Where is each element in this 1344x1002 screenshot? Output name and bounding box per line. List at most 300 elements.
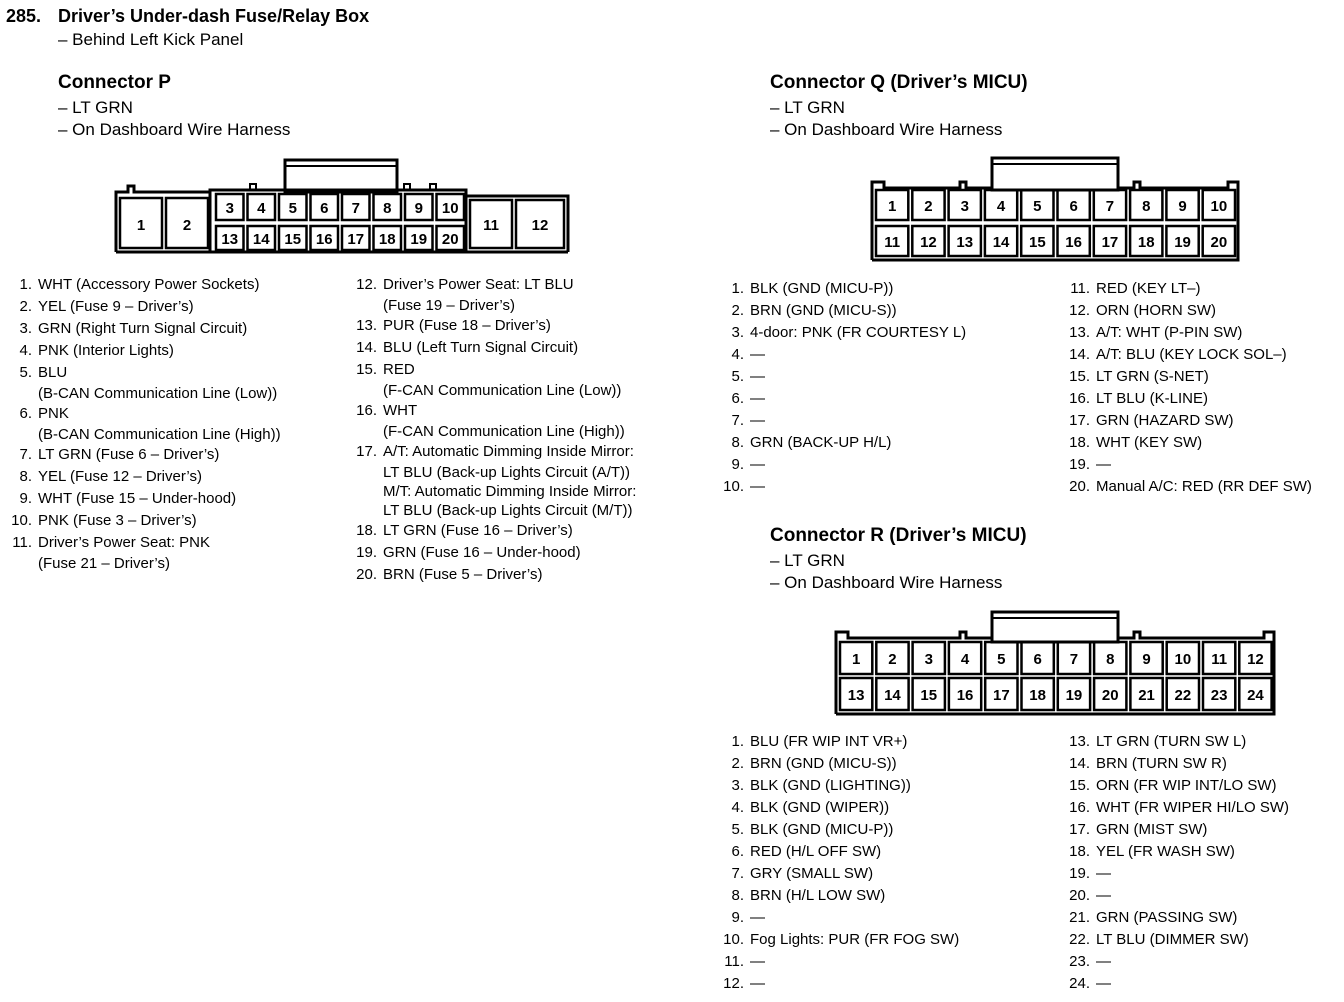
pin-label: 2: [888, 651, 897, 668]
list-item: [716, 929, 1056, 951]
list-item: [716, 300, 1056, 322]
pin-number: [6, 554, 38, 573]
list-item: [716, 731, 1056, 753]
pin-number: 9.: [19, 490, 32, 507]
pin-description: Driver’s Power Seat: LT BLU: [383, 276, 574, 293]
list-item: [350, 463, 680, 482]
pin-label: 3: [225, 200, 234, 217]
list-item: [1060, 885, 1340, 907]
pin-label: 17: [347, 231, 365, 248]
pin-number: [6, 425, 38, 444]
pin-label: 6: [1069, 198, 1078, 215]
pin-description: WHT (FR WIPER HI/LO SW): [1096, 799, 1290, 816]
pin-label: 17: [1101, 234, 1119, 251]
pin-description: —: [1096, 953, 1111, 970]
pin-number: 1.: [731, 280, 744, 297]
pin-description: WHT (KEY SW): [1096, 434, 1203, 451]
pin-description: YEL (Fuse 12 – Driver’s): [38, 468, 202, 485]
pin-description: —: [1096, 865, 1111, 882]
list-item: [1060, 973, 1340, 995]
pin-number: 16.: [1069, 390, 1090, 407]
list-item: [716, 454, 1056, 476]
pin-label: 13: [221, 231, 239, 248]
pin-number: 24.: [1069, 975, 1090, 992]
pin-number: 14.: [1069, 346, 1090, 363]
pin-label: 1: [851, 651, 861, 668]
pin-label: 16: [315, 231, 333, 248]
pin-number: 22.: [1069, 931, 1090, 948]
pin-number: 13.: [1069, 733, 1090, 750]
pin-label: 21: [1138, 687, 1155, 704]
pin-label: 19: [410, 231, 428, 248]
pin-description: Fog Lights: PUR (FR FOG SW): [750, 931, 960, 948]
pin-label: 20: [441, 231, 459, 248]
pin-description: LT BLU (DIMMER SW): [1096, 931, 1249, 948]
pin-number: 16.: [356, 402, 377, 419]
list-item: [6, 488, 346, 510]
list-item: [350, 564, 680, 586]
pin-description: GRN (Right Turn Signal Circuit): [38, 320, 248, 337]
pin-number: 19.: [1069, 865, 1090, 882]
list-item: [6, 510, 346, 532]
pin-description: ORN (HORN SW): [1096, 302, 1216, 319]
pin-number: [350, 381, 383, 400]
pin-label: 7: [1069, 651, 1079, 668]
list-item: [716, 753, 1056, 775]
pin-description: RED (H/L OFF SW): [750, 843, 882, 860]
pin-number: 14.: [356, 339, 377, 356]
pin-number: 2.: [731, 302, 744, 319]
pin-description: —: [750, 346, 765, 363]
list-item: [350, 441, 680, 463]
pin-description: (Fuse 21 – Driver’s): [38, 555, 170, 572]
pin-number: 8.: [731, 887, 744, 904]
pin-description: GRN (Fuse 16 – Under-hood): [383, 544, 581, 561]
list-item: [1060, 322, 1340, 344]
pin-label: 5: [1033, 198, 1042, 215]
pin-number: 15.: [1069, 777, 1090, 794]
connector-q-harness: – On Dashboard Wire Harness: [770, 120, 1003, 139]
list-item: [1060, 797, 1340, 819]
list-item: [350, 337, 680, 359]
list-item: [716, 907, 1056, 929]
pin-label: 5: [997, 651, 1006, 668]
pin-label: 7: [351, 200, 360, 217]
pin-description: —: [750, 975, 765, 992]
pin-label: 22: [1174, 687, 1192, 704]
pin-label: 4: [257, 200, 266, 217]
pin-label: 10: [441, 200, 459, 217]
list-item: [716, 797, 1056, 819]
pin-description: A/T: BLU (KEY LOCK SOL–): [1096, 346, 1287, 363]
list-item: [1060, 841, 1340, 863]
list-item: [716, 322, 1056, 344]
list-item: [716, 432, 1056, 454]
list-item: [350, 315, 680, 337]
pin-label: 2: [924, 198, 933, 215]
pin-label: 24: [1247, 687, 1264, 704]
pin-number: 4.: [731, 799, 744, 816]
pin-description: —: [750, 390, 765, 407]
pin-description: PNK: [38, 405, 69, 422]
pin-number: [350, 482, 383, 501]
pin-description: GRN (BACK-UP H/L): [750, 434, 892, 451]
connector-p-list-2: [350, 274, 680, 586]
pin-number: 20.: [1069, 887, 1090, 904]
list-item: [1060, 388, 1340, 410]
pin-label: 19: [1174, 234, 1191, 251]
pin-label: 1: [136, 217, 146, 234]
list-item: [716, 476, 1056, 498]
pin-number: 10.: [723, 478, 744, 495]
list-item: [716, 841, 1056, 863]
pin-number: 12.: [1069, 302, 1090, 319]
pin-label: 11: [483, 217, 499, 234]
list-item: [716, 951, 1056, 973]
pin-label: 18: [1029, 687, 1046, 704]
connector-p-title: Connector P: [58, 72, 171, 93]
connector-r-diagram: [830, 606, 1280, 718]
pin-description: (B-CAN Communication Line (High)): [38, 426, 281, 443]
pin-number: 15.: [356, 361, 377, 378]
pin-label: 8: [1142, 198, 1151, 215]
pin-label: 4: [996, 198, 1006, 215]
pin-label: 6: [320, 200, 329, 217]
pin-label: 3: [924, 651, 933, 668]
pin-label: 14: [992, 234, 1010, 251]
pin-number: [350, 463, 383, 482]
list-item: [350, 542, 680, 564]
pin-number: 6.: [19, 405, 32, 422]
pin-label: 11: [1211, 651, 1228, 668]
pin-description: PNK (Interior Lights): [38, 342, 174, 359]
pin-description: A/T: WHT (P-PIN SW): [1096, 324, 1243, 341]
list-item: [6, 425, 346, 444]
pin-label: 12: [531, 217, 549, 234]
connector-r-title: Connector R (Driver’s MICU): [770, 525, 1027, 546]
pin-description: GRY (SMALL SW): [750, 865, 874, 882]
page-subtitle: – Behind Left Kick Panel: [58, 30, 244, 49]
pin-number: 11.: [724, 953, 744, 970]
pin-description: —: [1096, 456, 1111, 473]
pin-label: 18: [1137, 234, 1155, 251]
pin-description: BRN (TURN SW R): [1096, 755, 1227, 772]
pin-number: 5.: [19, 364, 32, 381]
pin-description: LT GRN (Fuse 6 – Driver’s): [38, 446, 220, 463]
pin-description: (F-CAN Communication Line (Low)): [383, 382, 622, 399]
pin-description: —: [750, 456, 765, 473]
list-item: [6, 318, 346, 340]
connector-q-title: Connector Q (Driver’s MICU): [770, 72, 1028, 93]
pin-description: —: [1096, 975, 1111, 992]
pin-label: 1: [887, 198, 897, 215]
list-item: [1060, 951, 1340, 973]
pin-label: 18: [378, 231, 396, 248]
pin-label: 2: [182, 217, 192, 234]
pin-number: [350, 501, 383, 520]
pin-description: LT BLU (K-LINE): [1096, 390, 1208, 407]
pin-description: —: [750, 953, 765, 970]
pin-number: 21.: [1069, 909, 1090, 926]
pin-description: BRN (Fuse 5 – Driver’s): [383, 566, 543, 583]
list-item: [1060, 819, 1340, 841]
list-item: [1060, 907, 1340, 929]
pin-number: 7.: [19, 446, 32, 463]
pin-number: [6, 384, 38, 403]
pin-description: (B-CAN Communication Line (Low)): [38, 385, 278, 402]
connector-p-diagram: [110, 152, 574, 256]
connector-r-list-1: [716, 731, 1056, 995]
list-item: [6, 554, 346, 573]
pin-description: (Fuse 19 – Driver’s): [383, 297, 515, 314]
pin-description: A/T: Automatic Dimming Inside Mirror:: [383, 443, 634, 460]
pin-description: 4-door: PNK (FR COURTESY L): [750, 324, 967, 341]
pin-description: BLK (GND (WIPER)): [750, 799, 890, 816]
page-title: Driver’s Under-dash Fuse/Relay Box: [58, 6, 370, 26]
pin-number: 1.: [19, 276, 32, 293]
list-item: [716, 388, 1056, 410]
pin-number: 19.: [356, 544, 377, 561]
pin-number: 11.: [12, 534, 32, 551]
pin-label: 14: [252, 231, 270, 248]
list-item: [350, 482, 680, 501]
list-item: [350, 359, 680, 381]
pin-description: PUR (Fuse 18 – Driver’s): [383, 317, 551, 334]
list-item: [1060, 476, 1340, 498]
pin-description: —: [750, 478, 765, 495]
pin-description: ORN (FR WIP INT/LO SW): [1096, 777, 1277, 794]
pin-number: 9.: [731, 909, 744, 926]
pin-description: BRN (H/L LOW SW): [750, 887, 886, 904]
list-item: [350, 501, 680, 520]
pin-label: 12: [1247, 651, 1264, 668]
pin-label: 3: [960, 198, 969, 215]
pin-number: [350, 422, 383, 441]
connector-q-list-2: [1060, 278, 1340, 498]
pin-description: WHT (Accessory Power Sockets): [38, 276, 260, 293]
pin-description: —: [750, 368, 765, 385]
pin-number: 3.: [731, 777, 744, 794]
pin-description: —: [750, 909, 765, 926]
connector-p-harness: – On Dashboard Wire Harness: [58, 120, 291, 139]
pin-number: 13.: [1069, 324, 1090, 341]
pin-description: GRN (MIST SW): [1096, 821, 1208, 838]
pin-number: 4.: [731, 346, 744, 363]
pin-number: 6.: [731, 843, 744, 860]
pin-label: 17: [993, 687, 1010, 704]
pin-label: 15: [284, 231, 302, 248]
pin-label: 16: [956, 687, 974, 704]
pin-description: (F-CAN Communication Line (High)): [383, 423, 625, 440]
pin-number: 4.: [19, 342, 32, 359]
list-item: [350, 400, 680, 422]
pin-description: BRN (GND (MICU-S)): [750, 755, 897, 772]
pin-number: 5.: [731, 368, 744, 385]
list-item: [1060, 454, 1340, 476]
list-item: [716, 863, 1056, 885]
list-item: [1060, 344, 1340, 366]
pin-number: 10.: [723, 931, 744, 948]
pin-number: [350, 296, 383, 315]
pin-description: Manual A/C: RED (RR DEF SW): [1096, 478, 1312, 495]
pin-number: 9.: [731, 456, 744, 473]
pin-description: —: [1096, 887, 1111, 904]
pin-label: 20: [1210, 234, 1228, 251]
pin-label: 11: [884, 234, 901, 251]
pin-number: 11.: [1070, 280, 1090, 297]
pin-description: LT GRN (Fuse 16 – Driver’s): [383, 522, 573, 539]
pin-number: 20.: [356, 566, 377, 583]
pin-number: 13.: [356, 317, 377, 334]
pin-label: 6: [1033, 651, 1042, 668]
pin-number: 17.: [356, 443, 377, 460]
pin-label: 14: [884, 687, 901, 704]
connector-q-color: – LT GRN: [770, 98, 845, 117]
pin-number: 18.: [356, 522, 377, 539]
pin-label: 15: [920, 687, 938, 704]
pin-description: BLK (GND (LIGHTING)): [750, 777, 911, 794]
list-item: [350, 296, 680, 315]
pin-number: 8.: [19, 468, 32, 485]
pin-description: YEL (Fuse 9 – Driver’s): [38, 298, 194, 315]
connector-r-harness: – On Dashboard Wire Harness: [770, 573, 1003, 592]
pin-description: RED: [383, 361, 415, 378]
list-item: [1060, 753, 1340, 775]
list-item: [1060, 432, 1340, 454]
pin-number: 8.: [731, 434, 744, 451]
pin-label: 13: [956, 234, 974, 251]
pin-label: 9: [1178, 198, 1187, 215]
pin-label: 9: [414, 200, 423, 217]
list-item: [350, 274, 680, 296]
pin-number: 1.: [731, 733, 744, 750]
list-item: [6, 466, 346, 488]
list-item: [1060, 366, 1340, 388]
pin-label: 7: [1105, 198, 1115, 215]
pin-description: BLU (Left Turn Signal Circuit): [383, 339, 579, 356]
list-item: [6, 296, 346, 318]
connector-q-diagram: [866, 152, 1246, 264]
pin-label: 8: [1106, 651, 1115, 668]
list-item: [1060, 410, 1340, 432]
pin-label: 4: [960, 651, 970, 668]
pin-number: 6.: [731, 390, 744, 407]
pin-label: 19: [1065, 687, 1083, 704]
pin-number: 17.: [1069, 821, 1090, 838]
connector-q-list-1: [716, 278, 1056, 498]
pin-number: 19.: [1069, 456, 1090, 473]
pin-number: 23.: [1069, 953, 1090, 970]
pin-description: PNK (Fuse 3 – Driver’s): [38, 512, 197, 529]
pin-description: M/T: Automatic Dimming Inside Mirror:: [383, 483, 637, 500]
pin-description: Driver’s Power Seat: PNK: [38, 534, 211, 551]
pin-number: 15.: [1069, 368, 1090, 385]
list-item: [6, 532, 346, 554]
pin-description: BLU (FR WIP INT VR+): [750, 733, 908, 750]
list-item: [1060, 929, 1340, 951]
pin-description: LT BLU (Back-up Lights Circuit (M/T)): [383, 502, 633, 519]
pin-description: GRN (HAZARD SW): [1096, 412, 1234, 429]
list-item: [6, 274, 346, 296]
list-item: [716, 819, 1056, 841]
pin-number: 16.: [1069, 799, 1090, 816]
pin-label: 16: [1065, 234, 1082, 251]
pin-label: 5: [288, 200, 297, 217]
list-item: [6, 384, 346, 403]
pin-description: LT BLU (Back-up Lights Circuit (A/T)): [383, 464, 631, 481]
pin-number: 18.: [1069, 843, 1090, 860]
pin-number: 20.: [1069, 478, 1090, 495]
pin-number: 2.: [19, 298, 32, 315]
list-item: [1060, 775, 1340, 797]
pin-label: 10: [1210, 198, 1228, 215]
pin-number: 3.: [731, 324, 744, 341]
pin-number: 10.: [11, 512, 32, 529]
list-item: [6, 362, 346, 384]
pin-label: 10: [1174, 651, 1192, 668]
connector-r-list-2: [1060, 731, 1340, 995]
pin-label: 13: [847, 687, 865, 704]
list-item: [716, 366, 1056, 388]
pin-number: 14.: [1069, 755, 1090, 772]
connector-p-list-1: [6, 274, 346, 573]
list-item: [716, 775, 1056, 797]
pin-description: RED (KEY LT–): [1096, 280, 1201, 297]
pin-number: 3.: [19, 320, 32, 337]
pin-number: 7.: [731, 865, 744, 882]
pin-number: 18.: [1069, 434, 1090, 451]
pin-description: —: [750, 412, 765, 429]
pin-label: 9: [1142, 651, 1151, 668]
pin-description: YEL (FR WASH SW): [1096, 843, 1235, 860]
pin-description: LT GRN (S-NET): [1096, 368, 1209, 385]
pin-label: 12: [920, 234, 937, 251]
list-item: [6, 340, 346, 362]
pin-number: 7.: [731, 412, 744, 429]
connector-r-color: – LT GRN: [770, 551, 845, 570]
pin-description: BRN (GND (MICU-S)): [750, 302, 897, 319]
pin-description: BLK (GND (MICU-P)): [750, 821, 894, 838]
list-item: [716, 973, 1056, 995]
list-item: [1060, 278, 1340, 300]
pin-label: 20: [1101, 687, 1119, 704]
list-item: [350, 381, 680, 400]
pin-number: 2.: [731, 755, 744, 772]
pin-description: GRN (PASSING SW): [1096, 909, 1238, 926]
list-item: [350, 520, 680, 542]
pin-label: 15: [1029, 234, 1046, 251]
page-number: 285.: [6, 6, 42, 26]
pin-label: 23: [1210, 687, 1228, 704]
pin-description: BLU: [38, 364, 68, 381]
list-item: [716, 344, 1056, 366]
list-item: [6, 403, 346, 425]
list-item: [1060, 731, 1340, 753]
list-item: [350, 422, 680, 441]
pin-description: LT GRN (TURN SW L): [1096, 733, 1247, 750]
list-item: [716, 885, 1056, 907]
list-item: [6, 444, 346, 466]
pin-label: 8: [383, 200, 392, 217]
pin-number: 17.: [1069, 412, 1090, 429]
pin-description: WHT (Fuse 15 – Under-hood): [38, 490, 237, 507]
list-item: [716, 278, 1056, 300]
connector-p-color: – LT GRN: [58, 98, 133, 117]
pin-number: 12.: [356, 276, 377, 293]
pin-number: 12.: [723, 975, 744, 992]
pin-description: WHT: [383, 402, 418, 419]
pin-description: BLK (GND (MICU-P)): [750, 280, 894, 297]
